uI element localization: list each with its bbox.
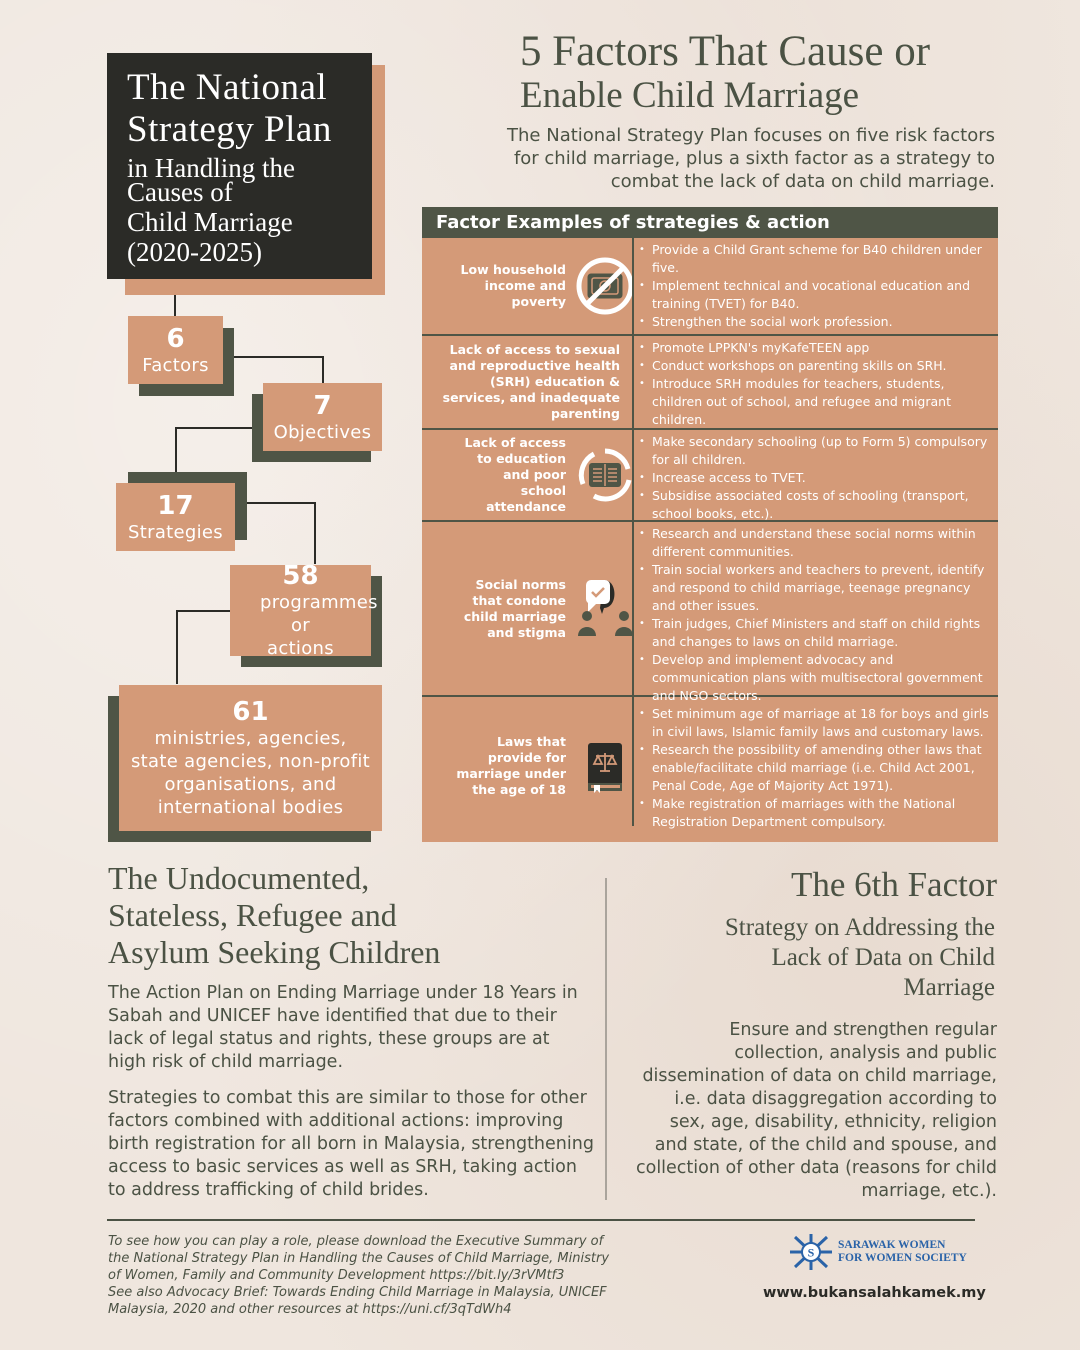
table-row [422,522,998,703]
stat-factors [128,316,223,384]
factors-intro: The National Strategy Plan focuses on five risk factors for child marriage, plus a sixth factor as a strategy to combat the lack of data on child marriage. [507,125,995,192]
connector-line [233,356,323,358]
factor-cell [422,430,632,520]
title-line: The National [127,67,328,108]
table-row [422,336,998,430]
section-divider [605,878,607,1200]
action-item: • Provide a Child Grant scheme for B40 children under five. [652,241,992,277]
title-line: in Handling the [127,153,295,183]
action-item: • Set minimum age of marriage at 18 for boys and girls in civil laws, Islamic family laws and customary laws. [652,705,992,741]
factor-cell [422,238,632,334]
table-header: Factor Examples of strategies & action [422,207,998,238]
action-list [638,705,992,831]
factor-label: Social norms that condone child marriage and stigma [463,576,566,640]
factors-heading [520,30,930,118]
action-item: • Research the possibility of amending other laws that enable/facilitate child marriage (i.e. Child Act 2001, Penal Code, Age of Majority Act 1971). [652,741,992,795]
action-item: • Train judges, Chief Ministers and staff on child rights and changes to laws on child marriage. [652,615,992,651]
connector-line [245,502,315,504]
table-row [422,697,998,834]
stat-objectives [263,383,382,451]
footer-line: To see how you can play a role, please download the Executive Summary of [108,1234,604,1249]
sixth-factor-body: Ensure and strengthen regular collection, analysis and public dissemination of data on child marriage, i.e. data disaggregation according to sex, age, disability, ethnicity, religion and state, of the child and spouse, and collection of other data (reasons for child marriage, etc.). [635,1020,997,1201]
action-item: • Implement technical and vocational education and training (TVET) for B40. [652,277,992,313]
factors-heading-line: 5 Factors That Cause or [520,28,931,75]
footer-line: the National Strategy Plan in Handling the Causes of Child Marriage, Ministry [108,1251,610,1266]
stat-label: programmes or actions [260,592,378,659]
action-item: • Conduct workshops on parenting skills on SRH. [652,357,992,375]
footer-line: Malaysia, 2020 and other resources at https://uni.cf/3qTdWh4 [108,1302,512,1317]
sixth-factor-heading: The 6th Factor [790,865,997,904]
footer-note [108,1233,668,1318]
sarawak-women-logo-icon [786,1232,836,1272]
subheading-line: Marriage [903,974,995,1001]
org-name-line: FOR WOMEN SOCIETY [838,1252,967,1264]
action-item: • Develop and implement advocacy and communication plans with multisectoral government and NGO sectors. [652,651,992,705]
subheading-line: Strategy on Addressing the [724,914,995,941]
people-conversation-icon [574,578,636,640]
factor-cell [422,697,632,834]
factors-table [422,207,998,842]
stat-strategies [116,483,235,551]
action-item: • Increase access to TVET. [652,469,992,487]
undocumented-para-1: The Action Plan on Ending Marriage under 18 Years in Sabah and UNICEF have identified that due to their lack of legal status and rights, these groups are at high risk of child marriage. [108,983,578,1072]
action-list [638,241,992,331]
stat-number: 17 [157,490,194,521]
stat-label: Strategies [128,521,223,543]
column-divider [632,522,634,695]
undocumented-heading [108,860,440,971]
stat-programmes [230,561,378,659]
undocumented-para-2: Strategies to combat this are similar to those for other factors combined with additional actions: improving birth registration for all born in Malaysia, strengthening access to basic services as well as SRH, taking action to address trafficking of child brides. [108,1088,594,1200]
subheading-line: Lack of Data on Child [771,944,995,971]
stat-label: Objectives [273,421,372,443]
stat-number: 58 [282,561,319,591]
column-divider [632,238,634,334]
connector-line [176,610,230,612]
action-item: • Introduce SRH modules for teachers, students, children out of school, and refugee and migrant children. [652,375,992,429]
factor-label: Lack of access to sexual and reproductive health (SRH) education & services, and inadequate parenting [442,342,620,421]
stat-label: ministries, agencies, state agencies, non-profit organisations, and international bodies [131,728,371,818]
column-divider [632,336,634,428]
factor-label: Laws that provide for marriage under the age of 18 [456,733,566,797]
table-row [422,238,998,336]
connector-line [314,502,316,564]
factor-cell [422,522,632,695]
stat-number: 61 [232,697,269,727]
action-item: • Train social workers and teachers to prevent, identify and respond to child marriage, teenage pregnancy and other issues. [652,561,992,615]
heading-line: The Undocumented, [108,860,370,896]
column-divider [632,430,634,520]
connector-line [175,427,255,429]
factor-cell [422,336,632,428]
no-book-icon [574,444,636,506]
stat-bodies [119,685,382,831]
action-item: • Make registration of marriages with the National Registration Department compulsory. [652,795,992,831]
factor-label: Lack of access to education and poor school attendance [464,435,566,514]
action-list [638,525,992,705]
svg-text:S: S [807,1245,815,1260]
stat-number: 7 [313,390,332,421]
law-book-icon [574,735,636,797]
footer-line: See also Advocacy Brief: Towards Ending Child Marriage in Malaysia, UNICEF [108,1285,607,1300]
action-item: • Promote LPPKN's myKafeTEEN app [652,339,992,357]
title-line: Causes of [127,177,233,207]
action-item: • Subsidise associated costs of schooling (transport, school books, etc.). [652,487,992,523]
action-list [638,433,992,523]
no-money-icon [574,255,636,317]
stat-label: Factors [142,354,209,376]
action-list [638,339,992,429]
table-row [422,430,998,522]
title-line: (2020-2025) [127,237,262,267]
factors-heading-line: Enable Child Marriage [520,75,860,116]
connector-line [174,295,176,317]
action-item: • Make secondary schooling (up to Form 5) compulsory for all children. [652,433,992,469]
heading-line: Asylum Seeking Children [108,934,441,970]
website-link[interactable]: www.bukansalahkamek.my [763,1285,986,1301]
org-name [838,1239,967,1265]
org-name-line: SARAWAK WOMEN [838,1239,946,1251]
connector-line [322,356,324,383]
stat-number: 6 [166,323,185,354]
title-line: Strategy Plan [127,109,332,150]
title-box [107,53,372,279]
connector-line [176,610,178,684]
footer-divider [107,1219,975,1221]
column-divider [632,697,634,826]
sixth-factor-subheading [620,913,995,1003]
heading-line: Stateless, Refugee and [108,897,397,933]
action-item: • Strengthen the social work profession. [652,313,992,331]
title-line: Child Marriage [127,207,293,237]
factor-label: Low household income and poverty [460,262,566,309]
footer-line: of Women, Family and Community Development https://bit.ly/3rVMtf3 [108,1268,565,1283]
action-item: • Research and understand these social norms within different communities. [652,525,992,561]
